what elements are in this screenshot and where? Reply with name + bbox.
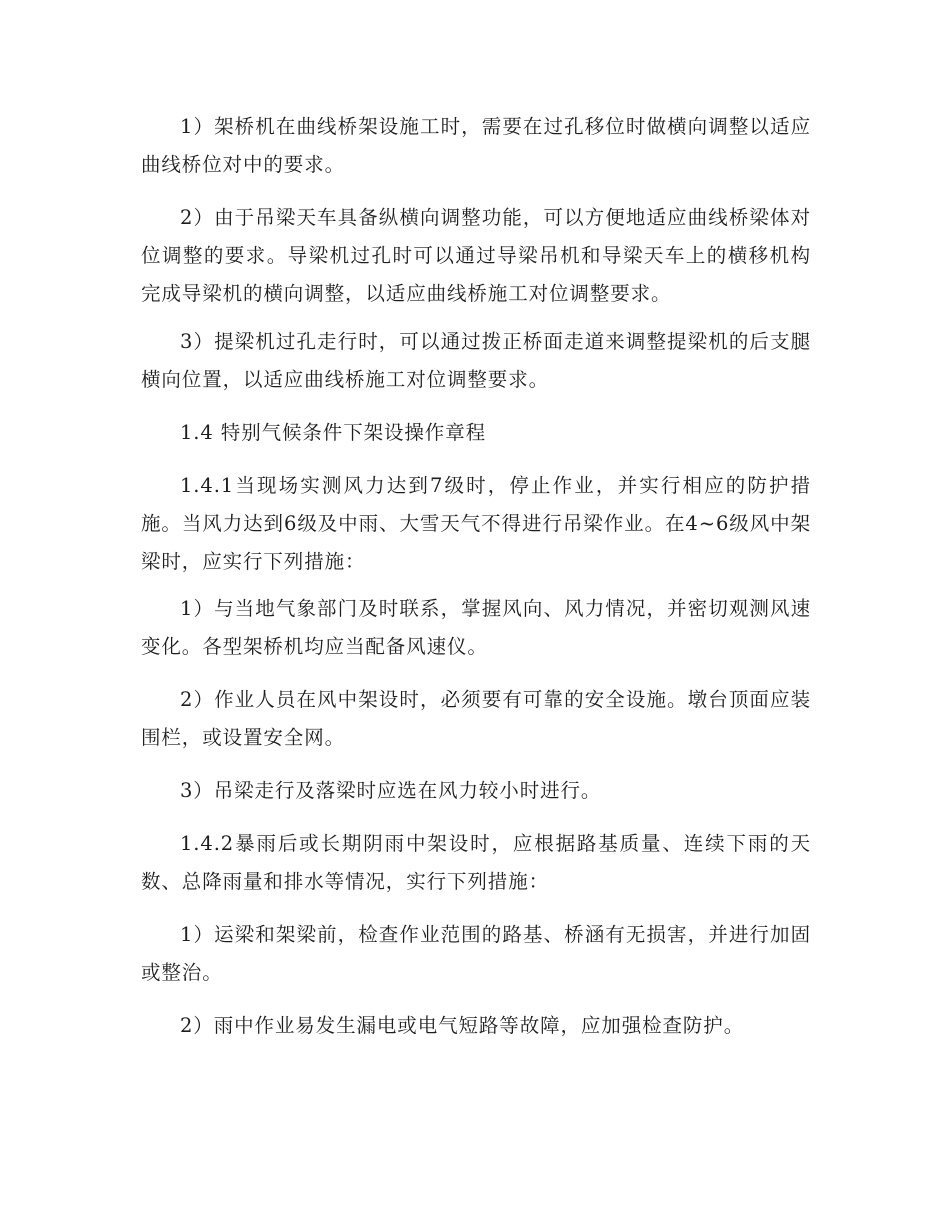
paragraph-electrical-protection: 2）雨中作业易发生漏电或电气短路等故障，应加强检查防护。 [180,1014,745,1037]
paragraph-safety-facilities: 2）作业人员在风中架设时，必须要有可靠的安全设施。墩台顶面应装围栏，或设置安全网。 [141,688,811,749]
paragraph-roadbed-inspection: 1）运梁和架梁前，检查作业范围的路基、桥涵有无损害，并进行加固或整治。 [141,923,811,984]
paragraph-low-wind-operation: 3）吊梁走行及落梁时应选在风力较小时进行。 [180,779,602,802]
paragraph-curve-bridge-lateral-adjustment: 1）架桥机在曲线桥架设施工时，需要在过孔移位时做横向调整以适应曲线桥位对中的要求。 [141,115,811,176]
section-heading-special-weather: 1.4 特别气候条件下架设操作章程 [180,421,487,444]
paragraph-rainstorm-measures: 1.4.2暴雨后或长期阴雨中架设时，应根据路基质量、连续下雨的天数、总降雨量和排水等情况，实行下列措施： [141,832,811,893]
paragraph-weather-contact: 1）与当地气象部门及时联系，掌握风向、风力情况，并密切观测风速变化。各型架桥机均应当配备风速仪。 [141,597,811,658]
paragraph-crane-trolley-adjustment: 2）由于吊梁天车具备纵横向调整功能，可以方便地适应曲线桥梁体对位调整的要求。导梁机过孔时可以通过导梁吊机和导梁天车上的横移机构完成导梁机的横向调整，以适应曲线桥施工对位调整要求。 [141,206,811,305]
paragraph-lifting-machine-travel: 3）提梁机过孔走行时，可以通过拨正桥面走道来调整提梁机的后支腿横向位置，以适应曲线桥施工对位调整要求。 [141,330,811,391]
paragraph-wind-force-rules: 1.4.1当现场实测风力达到7级时，停止作业，并实行相应的防护措施。当风力达到6级及中雨、大雪天气不得进行吊梁作业。在4~6级风中架梁时，应实行下列措施： [141,474,811,573]
